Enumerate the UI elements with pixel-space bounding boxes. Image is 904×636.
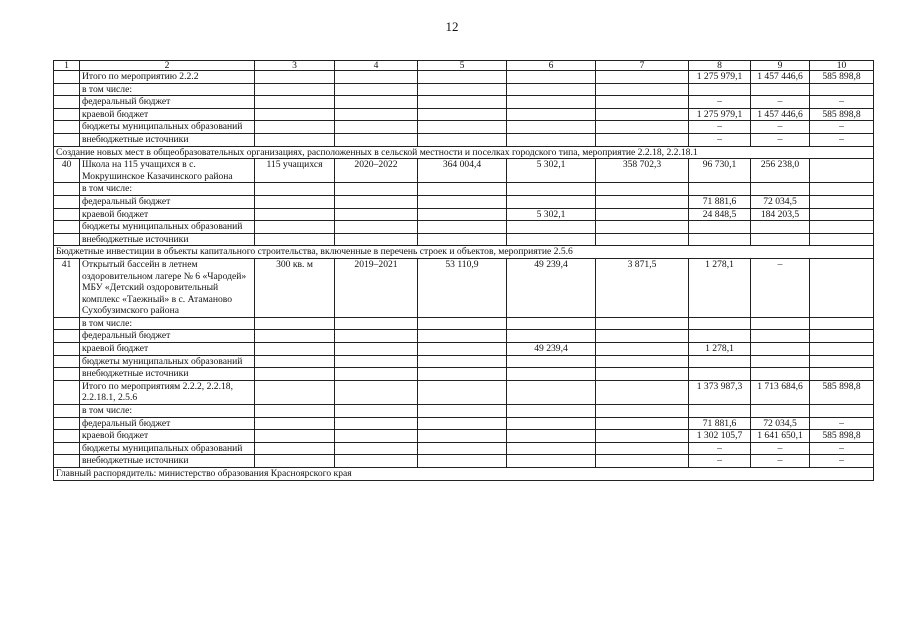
- value-cell: [255, 96, 335, 109]
- value-cell: [335, 405, 418, 418]
- value-cell: [418, 380, 507, 404]
- value-cell: [751, 368, 810, 381]
- value-cell: [255, 195, 335, 208]
- value-cell: [507, 368, 596, 381]
- value-cell: –: [689, 121, 751, 134]
- value-cell: 585 898,8: [810, 430, 874, 443]
- row-label-cell: федеральный бюджет: [80, 330, 255, 343]
- value-cell: [418, 442, 507, 455]
- value-cell: –: [810, 417, 874, 430]
- value-cell: [689, 368, 751, 381]
- value-cell: [255, 330, 335, 343]
- value-cell: [335, 221, 418, 234]
- value-cell: [418, 455, 507, 468]
- row-number-cell: [54, 442, 80, 455]
- row-number-cell: 41: [54, 258, 80, 317]
- value-cell: [418, 195, 507, 208]
- value-cell: –: [751, 455, 810, 468]
- value-cell: 24 848,5: [689, 208, 751, 221]
- value-cell: [335, 71, 418, 84]
- value-cell: [507, 233, 596, 246]
- row-label-cell: краевой бюджет: [80, 430, 255, 443]
- value-cell: [689, 221, 751, 234]
- row-number-cell: [54, 343, 80, 356]
- row-label-cell: в том числе:: [80, 317, 255, 330]
- value-cell: [255, 233, 335, 246]
- header-cell: 10: [810, 61, 874, 71]
- value-cell: [810, 343, 874, 356]
- header-cell: 5: [418, 61, 507, 71]
- row-label-cell: в том числе:: [80, 183, 255, 196]
- value-cell: 1 275 979,1: [689, 71, 751, 84]
- value-cell: [751, 355, 810, 368]
- value-cell: [507, 442, 596, 455]
- value-cell: [418, 83, 507, 96]
- value-cell: [418, 368, 507, 381]
- value-cell: [689, 317, 751, 330]
- value-cell: 49 239,4: [507, 258, 596, 317]
- section-row: [54, 246, 874, 259]
- section-row: [54, 146, 874, 159]
- value-cell: –: [751, 258, 810, 317]
- value-cell: 5 302,1: [507, 159, 596, 183]
- value-cell: –: [751, 442, 810, 455]
- section-title: Создание новых мест в общеобразовательных организациях, расположенных в сельской местности и поселках городского типа, мероприятие 2.2.18, 2.2.18.1: [54, 146, 874, 159]
- value-cell: [418, 355, 507, 368]
- value-cell: 72 034,5: [751, 417, 810, 430]
- table-row: [54, 442, 874, 455]
- value-cell: [751, 221, 810, 234]
- value-cell: [418, 343, 507, 356]
- row-label-cell: Итого по мероприятиям 2.2.2, 2.2.18, 2.2.18.1, 2.5.6: [80, 380, 255, 404]
- value-cell: [596, 108, 689, 121]
- value-cell: [335, 417, 418, 430]
- value-cell: [507, 317, 596, 330]
- header-cell: 9: [751, 61, 810, 71]
- value-cell: [596, 405, 689, 418]
- value-cell: 71 881,6: [689, 195, 751, 208]
- value-cell: [255, 108, 335, 121]
- value-cell: 300 кв. м: [255, 258, 335, 317]
- value-cell: [255, 343, 335, 356]
- row-number-cell: [54, 108, 80, 121]
- row-label-cell: в том числе:: [80, 83, 255, 96]
- value-cell: [335, 121, 418, 134]
- row-number-cell: [54, 330, 80, 343]
- value-cell: 96 730,1: [689, 159, 751, 183]
- value-cell: [418, 183, 507, 196]
- value-cell: 585 898,8: [810, 380, 874, 404]
- value-cell: [596, 380, 689, 404]
- value-cell: [810, 183, 874, 196]
- value-cell: 1 278,1: [689, 343, 751, 356]
- value-cell: [418, 405, 507, 418]
- value-cell: [255, 380, 335, 404]
- header-cell: 3: [255, 61, 335, 71]
- value-cell: [596, 430, 689, 443]
- table-row: [54, 195, 874, 208]
- value-cell: [596, 121, 689, 134]
- table-row: [54, 430, 874, 443]
- value-cell: [255, 183, 335, 196]
- value-cell: 256 238,0: [751, 159, 810, 183]
- value-cell: [335, 368, 418, 381]
- value-cell: –: [689, 455, 751, 468]
- header-cell: 1: [54, 61, 80, 71]
- value-cell: [418, 330, 507, 343]
- value-cell: –: [689, 133, 751, 146]
- value-cell: 1 302 105,7: [689, 430, 751, 443]
- table-row: [54, 133, 874, 146]
- value-cell: 2019–2021: [335, 258, 418, 317]
- table-row: [54, 71, 874, 84]
- value-cell: [255, 221, 335, 234]
- value-cell: [689, 405, 751, 418]
- value-cell: [507, 430, 596, 443]
- row-number-cell: [54, 71, 80, 84]
- value-cell: [751, 343, 810, 356]
- value-cell: [751, 317, 810, 330]
- value-cell: [507, 355, 596, 368]
- value-cell: 2020–2022: [335, 159, 418, 183]
- value-cell: [335, 430, 418, 443]
- value-cell: [255, 71, 335, 84]
- value-cell: [418, 133, 507, 146]
- value-cell: –: [689, 442, 751, 455]
- value-cell: 1 641 650,1: [751, 430, 810, 443]
- value-cell: 3 871,5: [596, 258, 689, 317]
- row-number-cell: [54, 83, 80, 96]
- value-cell: [507, 121, 596, 134]
- row-number-cell: [54, 96, 80, 109]
- value-cell: [596, 317, 689, 330]
- value-cell: [255, 417, 335, 430]
- value-cell: [335, 442, 418, 455]
- table-row: [54, 330, 874, 343]
- value-cell: 72 034,5: [751, 195, 810, 208]
- value-cell: [596, 330, 689, 343]
- value-cell: [689, 233, 751, 246]
- row-label-cell: внебюджетные источники: [80, 368, 255, 381]
- value-cell: –: [810, 121, 874, 134]
- value-cell: 585 898,8: [810, 71, 874, 84]
- value-cell: 1 713 684,6: [751, 380, 810, 404]
- table-row: [54, 159, 874, 183]
- value-cell: [418, 417, 507, 430]
- value-cell: [335, 380, 418, 404]
- table-row: [54, 355, 874, 368]
- value-cell: [507, 83, 596, 96]
- row-label-cell: краевой бюджет: [80, 343, 255, 356]
- value-cell: [335, 96, 418, 109]
- table-row: [54, 405, 874, 418]
- value-cell: [596, 417, 689, 430]
- value-cell: [751, 233, 810, 246]
- value-cell: [810, 83, 874, 96]
- table-row: [54, 417, 874, 430]
- value-cell: [418, 317, 507, 330]
- value-cell: –: [810, 96, 874, 109]
- row-number-cell: [54, 195, 80, 208]
- row-number-cell: [54, 355, 80, 368]
- section-title: Главный распорядитель: министерство образования Красноярского края: [54, 468, 874, 481]
- value-cell: [255, 430, 335, 443]
- value-cell: 115 учащихся: [255, 159, 335, 183]
- value-cell: [255, 355, 335, 368]
- value-cell: 5 302,1: [507, 208, 596, 221]
- page-number: 12: [445, 19, 459, 34]
- value-cell: [810, 159, 874, 183]
- value-cell: [335, 455, 418, 468]
- value-cell: [255, 121, 335, 134]
- row-number-cell: [54, 417, 80, 430]
- row-number-cell: [54, 380, 80, 404]
- value-cell: [810, 195, 874, 208]
- row-label-cell: федеральный бюджет: [80, 195, 255, 208]
- value-cell: 1 457 446,6: [751, 108, 810, 121]
- row-number-cell: 40: [54, 159, 80, 183]
- value-cell: [810, 233, 874, 246]
- row-number-cell: [54, 430, 80, 443]
- table-row: [54, 83, 874, 96]
- value-cell: [596, 83, 689, 96]
- value-cell: [810, 355, 874, 368]
- value-cell: [751, 405, 810, 418]
- value-cell: [255, 442, 335, 455]
- header-cell: 2: [80, 61, 255, 71]
- value-cell: [689, 183, 751, 196]
- table-row: [54, 108, 874, 121]
- table-row: [54, 317, 874, 330]
- header-cell: 8: [689, 61, 751, 71]
- budget-table: [53, 60, 874, 481]
- value-cell: 49 239,4: [507, 343, 596, 356]
- row-number-cell: [54, 368, 80, 381]
- value-cell: [596, 208, 689, 221]
- value-cell: [335, 183, 418, 196]
- table-row: [54, 368, 874, 381]
- value-cell: [507, 380, 596, 404]
- table-body: [54, 61, 874, 481]
- value-cell: 184 203,5: [751, 208, 810, 221]
- value-cell: [335, 343, 418, 356]
- section-row: [54, 468, 874, 481]
- value-cell: –: [751, 96, 810, 109]
- value-cell: [507, 330, 596, 343]
- value-cell: –: [810, 442, 874, 455]
- value-cell: [507, 71, 596, 84]
- value-cell: [335, 195, 418, 208]
- value-cell: [507, 405, 596, 418]
- table-row: [54, 183, 874, 196]
- table-row: [54, 208, 874, 221]
- value-cell: [418, 208, 507, 221]
- row-number-cell: [54, 133, 80, 146]
- value-cell: [810, 405, 874, 418]
- value-cell: [255, 317, 335, 330]
- value-cell: 71 881,6: [689, 417, 751, 430]
- row-label-cell: внебюджетные источники: [80, 233, 255, 246]
- value-cell: [596, 221, 689, 234]
- value-cell: [810, 258, 874, 317]
- table-row: [54, 121, 874, 134]
- value-cell: [596, 133, 689, 146]
- section-title: Бюджетные инвестиции в объекты капитального строительства, включенные в перечень строек и объектов, мероприятие 2.5.6: [54, 246, 874, 259]
- value-cell: [596, 368, 689, 381]
- header-cell: 4: [335, 61, 418, 71]
- row-label-cell: федеральный бюджет: [80, 417, 255, 430]
- value-cell: [507, 108, 596, 121]
- value-cell: [596, 442, 689, 455]
- row-number-cell: [54, 233, 80, 246]
- value-cell: [255, 208, 335, 221]
- value-cell: [418, 108, 507, 121]
- value-cell: [335, 355, 418, 368]
- value-cell: –: [689, 96, 751, 109]
- row-label-cell: бюджеты муниципальных образований: [80, 121, 255, 134]
- value-cell: [810, 368, 874, 381]
- value-cell: [596, 96, 689, 109]
- value-cell: [507, 133, 596, 146]
- row-number-cell: [54, 221, 80, 234]
- value-cell: [507, 221, 596, 234]
- row-label-cell: краевой бюджет: [80, 108, 255, 121]
- value-cell: [507, 96, 596, 109]
- value-cell: [335, 83, 418, 96]
- value-cell: [418, 121, 507, 134]
- row-label-cell: бюджеты муниципальных образований: [80, 221, 255, 234]
- value-cell: [255, 368, 335, 381]
- value-cell: [507, 455, 596, 468]
- value-cell: [335, 330, 418, 343]
- value-cell: 1 373 987,3: [689, 380, 751, 404]
- table-row: [54, 233, 874, 246]
- value-cell: [255, 83, 335, 96]
- table-row: [54, 455, 874, 468]
- value-cell: 585 898,8: [810, 108, 874, 121]
- value-cell: [507, 195, 596, 208]
- value-cell: [418, 430, 507, 443]
- header-cell: 6: [507, 61, 596, 71]
- table-row: [54, 96, 874, 109]
- value-cell: [596, 233, 689, 246]
- value-cell: 53 110,9: [418, 258, 507, 317]
- row-number-cell: [54, 317, 80, 330]
- value-cell: 1 457 446,6: [751, 71, 810, 84]
- value-cell: 1 275 979,1: [689, 108, 751, 121]
- value-cell: [751, 330, 810, 343]
- value-cell: [507, 183, 596, 196]
- value-cell: [596, 355, 689, 368]
- value-cell: [596, 343, 689, 356]
- row-label-cell: в том числе:: [80, 405, 255, 418]
- value-cell: –: [810, 455, 874, 468]
- table-row: [54, 380, 874, 404]
- value-cell: [596, 455, 689, 468]
- header-cell: 7: [596, 61, 689, 71]
- value-cell: [418, 96, 507, 109]
- value-cell: [689, 83, 751, 96]
- value-cell: [596, 71, 689, 84]
- row-label-cell: внебюджетные источники: [80, 133, 255, 146]
- row-number-cell: [54, 183, 80, 196]
- header-row: [54, 61, 874, 71]
- row-number-cell: [54, 208, 80, 221]
- value-cell: [418, 71, 507, 84]
- table-row: [54, 258, 874, 317]
- value-cell: [507, 417, 596, 430]
- value-cell: [689, 355, 751, 368]
- value-cell: [255, 133, 335, 146]
- value-cell: –: [810, 133, 874, 146]
- row-label-cell: внебюджетные источники: [80, 455, 255, 468]
- value-cell: 1 278,1: [689, 258, 751, 317]
- table-row: [54, 343, 874, 356]
- value-cell: [335, 233, 418, 246]
- value-cell: [255, 405, 335, 418]
- row-number-cell: [54, 121, 80, 134]
- value-cell: [596, 195, 689, 208]
- value-cell: [810, 317, 874, 330]
- row-label-cell: Школа на 115 учащихся в с. Мокрушинское Казачинского района: [80, 159, 255, 183]
- value-cell: [255, 455, 335, 468]
- value-cell: [751, 183, 810, 196]
- row-label-cell: краевой бюджет: [80, 208, 255, 221]
- value-cell: [335, 208, 418, 221]
- row-label-cell: федеральный бюджет: [80, 96, 255, 109]
- value-cell: [335, 133, 418, 146]
- value-cell: [689, 330, 751, 343]
- row-label-cell: Открытый бассейн в летнем оздоровительном лагере № 6 «Чародей» МБУ «Детский оздоровительный комплекс «Таежный» в с. Атаманово Сухобузимского района: [80, 258, 255, 317]
- value-cell: [335, 108, 418, 121]
- value-cell: [418, 221, 507, 234]
- value-cell: [751, 83, 810, 96]
- row-label-cell: бюджеты муниципальных образований: [80, 442, 255, 455]
- value-cell: [810, 330, 874, 343]
- value-cell: –: [751, 121, 810, 134]
- row-number-cell: [54, 405, 80, 418]
- value-cell: [596, 183, 689, 196]
- row-number-cell: [54, 455, 80, 468]
- value-cell: [418, 233, 507, 246]
- value-cell: [810, 221, 874, 234]
- value-cell: –: [751, 133, 810, 146]
- row-label-cell: бюджеты муниципальных образований: [80, 355, 255, 368]
- value-cell: [810, 208, 874, 221]
- value-cell: 358 702,3: [596, 159, 689, 183]
- table-row: [54, 221, 874, 234]
- value-cell: 364 004,4: [418, 159, 507, 183]
- row-label-cell: Итого по мероприятию 2.2.2: [80, 71, 255, 84]
- value-cell: [335, 317, 418, 330]
